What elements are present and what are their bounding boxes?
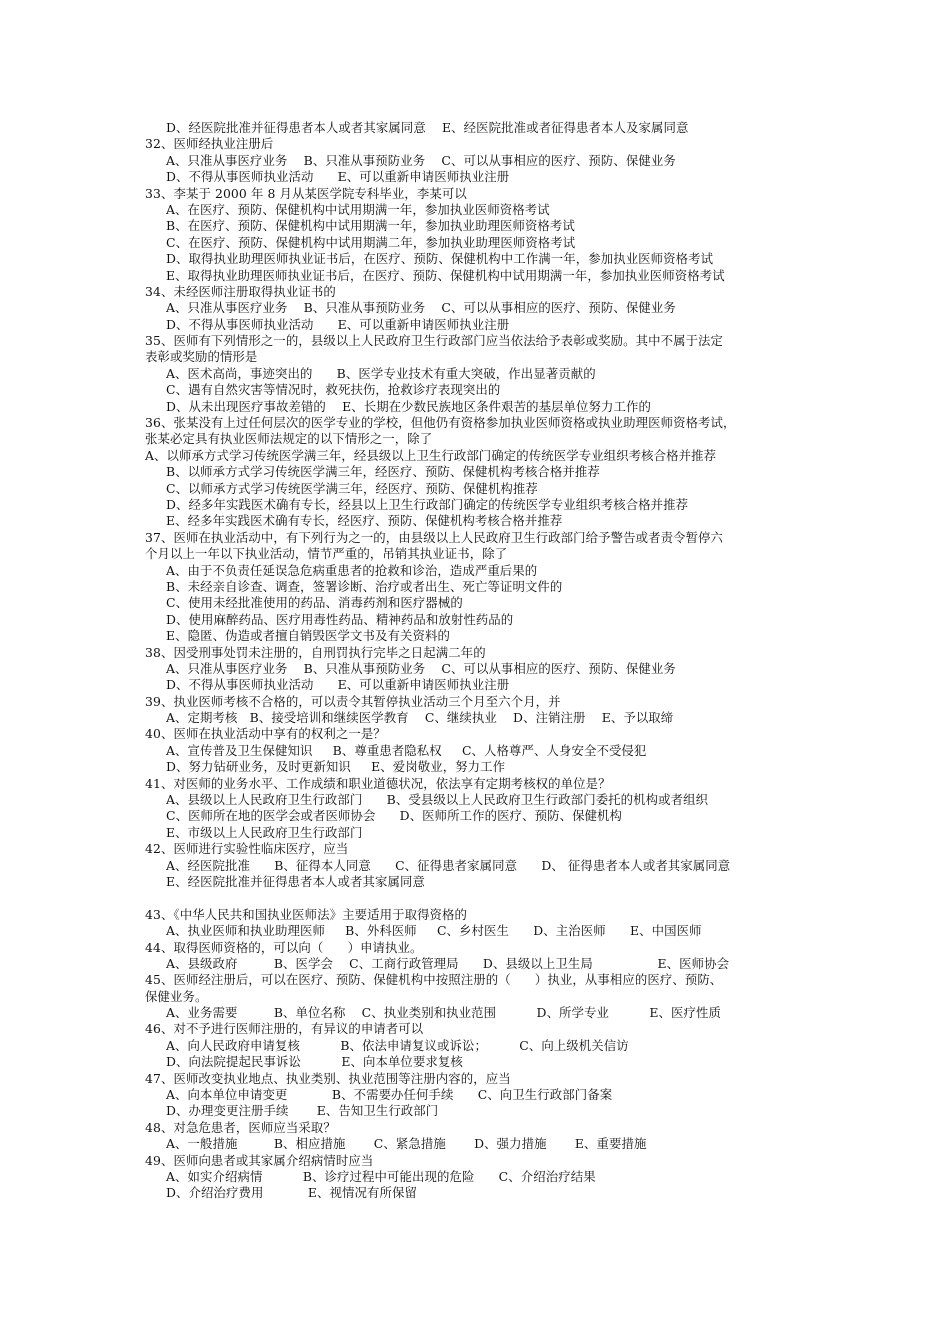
question-stem: 33、李某于 2000 年 8 月从某医学院专科毕业，李某可以 (145, 185, 467, 201)
answer-options: E、市级以上人民政府卫生行政部门 (166, 824, 363, 840)
answer-options: A、在医疗、预防、保健机构中试用期满一年，参加执业医师资格考试 (166, 201, 550, 217)
question-stem-continued: 张某必定具有执业医师法规定的以下情形之一，除了 (145, 431, 433, 447)
question-stem: 34、未经医师注册取得执业证书的 (145, 283, 336, 299)
answer-options: C、在医疗、预防、保健机构中试用期满二年，参加执业助理医师资格考试 (166, 234, 576, 250)
answer-options: B、在医疗、预防、保健机构中试用期满一年，参加执业助理医师资格考试 (166, 218, 575, 234)
answer-option: A、以师承方式学习传统医学满三年，经县级以上卫生行政部门确定的传统医学专业组织考核合格并推荐 (145, 447, 717, 463)
question-stem: 35、医师有下列情形之一的，县级以上人民政府卫生行政部门应当依法给予表彰或奖励。其中不属于法定 (145, 333, 724, 349)
answer-options: C、遇有自然灾害等情况时，救死扶伤，抢救诊疗表现突出的 (166, 382, 501, 398)
question-stem: 37、医师在执业活动中，有下列行为之一的，由县级以上人民政府卫生行政部门给予警告或者责令暂停六 (145, 529, 724, 545)
answer-options: A、由于不负责任延误急危病重患者的抢救和诊治，造成严重后果的 (166, 562, 538, 578)
answer-options: E、经多年实践医术确有专长，经医疗、预防、保健机构考核合格并推荐 (166, 513, 563, 529)
question-list (0, 120, 950, 1202)
answer-options: A、县级政府 B、医学会 C、工商行政管理局 D、县级以上卫生局 E、医师协会 (166, 955, 730, 971)
answer-options: D、不得从事医师执业活动 E、可以重新申请医师执业注册 (166, 677, 510, 693)
exam-page (0, 120, 950, 1202)
answer-options: A、经医院批准 B、征得本人同意 C、征得患者家属同意 D、 征得患者本人或者其家属同意 (166, 857, 731, 873)
answer-options: D、办理变更注册手续 E、告知卫生行政部门 (166, 1103, 439, 1119)
answer-options: C、医师所在地的医学会或者医师协会 D、医师所工作的医疗、预防、保健机构 (166, 808, 623, 824)
answer-options: D、不得从事医师执业活动 E、可以重新申请医师执业注册 (166, 169, 510, 185)
question-stem-continued: 保健业务。 (145, 988, 208, 1004)
question-stem: 44、取得医师资格的，可以向（ ）申请执业。 (145, 939, 423, 955)
answer-options: B、未经亲自诊查、调查，签署诊断、治疗或者出生、死亡等证明文件的 (166, 578, 563, 594)
answer-options: A、如实介绍病情 B、诊疗过程中可能出现的危险 C、介绍治疗结果 (166, 1169, 596, 1184)
question-stem: 45、医师经注册后，可以在医疗、预防、保健机构中按照注册的（ ）执业，从事相应的医疗、预防、 (145, 972, 723, 988)
answer-options: E、隐匿、伪造或者擅自销毁医学文书及有关资料的 (166, 628, 450, 644)
spacer (0, 890, 950, 906)
question-stem: 43、《中华人民共和国执业医师法》主要适用于取得资格的 (145, 906, 468, 922)
question-stem: 38、因受刑事处罚未注册的，自刑罚执行完毕之日起满二年的 (145, 644, 486, 660)
answer-options: E、取得执业助理医师执业证书后，在医疗、预防、保健机构中试用期满一年，参加执业医师资格考试 (166, 267, 725, 283)
answer-options: D、经多年实践医术确有专长，经县以上卫生行政部门确定的传统医学专业组织考核合格并推荐 (166, 496, 689, 512)
answer-options: A、向人民政府申请复核 B、依法申请复议或诉讼； C、向上级机关信访 (166, 1037, 629, 1053)
answer-options: D、经医院批准并征得患者本人或者其家属同意 E、经医院批准或者征得患者本人及家属同意 (166, 120, 689, 135)
answer-options: D、取得执业助理医师执业证书后，在医疗、预防、保健机构中工作满一年，参加执业医师资格考试 (166, 251, 714, 267)
answer-options: A、宣传普及卫生保健知识 B、尊重患者隐私权 C、人格尊严、人身安全不受侵犯 (166, 742, 647, 758)
answer-options: C、以师承方式学习传统医学满三年，经医疗、预防、保健机构推荐 (166, 480, 538, 496)
question-stem: 46、对不予进行医师注册的，有异议的申请者可以 (145, 1021, 424, 1037)
answer-options: D、从未出现医疗事故差错的 E、长期在少数民族地区条件艰苦的基层单位努力工作的 (166, 398, 651, 414)
answer-options: C、使用未经批准使用的药品、消毒药剂和医疗器械的 (166, 595, 463, 611)
answer-options: B、以师承方式学习传统医学满三年，经医疗、预防、保健机构考核合格并推荐 (166, 464, 600, 480)
question-stem: 36、张某没有上过任何层次的医学专业的学校，但他仍有资格参加执业医师资格或执业助理医师资格考试， (145, 415, 736, 431)
question-stem: 47、医师改变执业地点、执业类别、执业范围等注册内容的，应当 (145, 1070, 511, 1086)
answer-options: A、县级以上人民政府卫生行政部门 B、受县级以上人民政府卫生行政部门委托的机构或者组织 (166, 792, 709, 808)
answer-options: D、不得从事医师执业活动 E、可以重新申请医师执业注册 (166, 316, 510, 332)
answer-options: A、医术高尚，事迹突出的 B、医学专业技术有重大突破，作出显著贡献的 (166, 365, 596, 381)
answer-options: E、经医院批准并征得患者本人或者其家属同意 (166, 873, 425, 889)
answer-options: D、介绍治疗费用 E、视情况有所保留 (166, 1185, 417, 1201)
answer-options: A、只准从事医疗业务 B、只准从事预防业务 C、可以从事相应的医疗、预防、保健业务 (166, 660, 676, 676)
question-stem-continued: 表彰或奖励的情形是 (145, 349, 258, 365)
question-stem: 32、医师经执业注册后 (145, 136, 274, 152)
question-stem: 42、医师进行实验性临床医疗，应当 (145, 841, 349, 857)
question-stem: 41、对医师的业务水平、工作成绩和职业道德状况，依法享有定期考核权的单位是？ (145, 775, 611, 791)
answer-options: D、努力钻研业务，及时更新知识 E、爱岗敬业，努力工作 (166, 759, 506, 775)
answer-options: D、使用麻醉药品、医疗用毒性药品、精神药品和放射性药品的 (166, 611, 514, 627)
question-stem: 48、对急危患者，医师应当采取？ (145, 1119, 336, 1135)
answer-options: A、只准从事医疗业务 B、只准从事预防业务 C、可以从事相应的医疗、预防、保健业务 (166, 300, 676, 316)
answer-options: A、一般措施 B、相应措施 C、紧急措施 D、强力措施 E、重要措施 (166, 1136, 647, 1152)
answer-options: A、业务需要 B、单位名称 C、执业类别和执业范围 D、所学专业 E、医疗性质 (166, 1005, 722, 1021)
answer-options: A、只准从事医疗业务 B、只准从事预防业务 C、可以从事相应的医疗、预防、保健业务 (166, 152, 676, 168)
answer-options: A、定期考核 B、接受培训和继续医学教育 C、继续执业 D、注销注册 E、予以取缔 (166, 710, 674, 726)
question-stem: 49、医师向患者或其家属介绍病情时应当 (145, 1152, 374, 1168)
question-stem: 40、医师在执业活动中享有的权利之一是？ (145, 726, 386, 742)
question-stem: 39、执业医师考核不合格的，可以责令其暂停执业活动三个月至六个月，并 (145, 693, 561, 709)
answer-options: D、向法院提起民事诉讼 E、向本单位要求复核 (166, 1054, 463, 1070)
answer-options: A、向本单位申请变更 B、不需要办任何手续 C、向卫生行政部门备案 (166, 1087, 613, 1103)
question-stem-continued: 个月以上一年以下执业活动，情节严重的，吊销其执业证书，除了 (145, 546, 508, 562)
answer-options: A、执业医师和执业助理医师 B、外科医师 C、乡村医生 D、主治医师 E、中国医师 (166, 923, 702, 939)
